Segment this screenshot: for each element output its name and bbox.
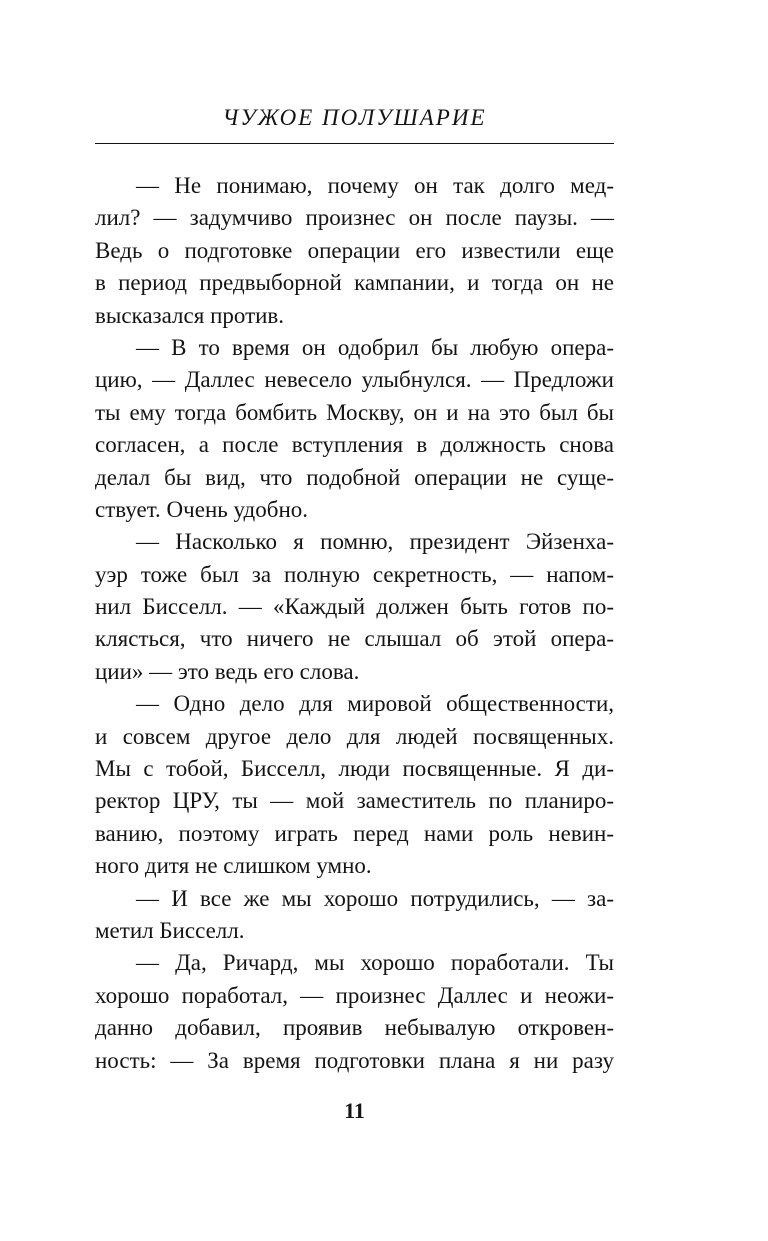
header-rule bbox=[95, 143, 614, 144]
text-line: — Одно дело для мировой общественности, bbox=[136, 691, 614, 717]
text-line: нил Бисселл. — «Каждый должен быть готов по- bbox=[95, 594, 614, 620]
text-line: — В то время он одобрил бы любую опера- bbox=[136, 334, 614, 360]
body-text bbox=[95, 170, 614, 1077]
text-line: данно добавил, проявив небывалую откровен- bbox=[95, 1015, 614, 1041]
text-line: ректор ЦРУ, ты — мой заместитель по планиро- bbox=[95, 788, 614, 814]
paragraph bbox=[95, 526, 614, 688]
text-line: — Насколько я помню, президент Эйзенха- bbox=[136, 529, 614, 555]
text-line: ного дитя не слишком умно. bbox=[95, 853, 372, 879]
text-line: ность: — За время подготовки плана я ни разу bbox=[95, 1047, 614, 1073]
text-line: уэр тоже был за полную секретность, — напом- bbox=[95, 561, 614, 587]
text-line: метил Бисселл. bbox=[95, 917, 245, 943]
text-line: делал бы вид, что подобной операции не суще- bbox=[95, 464, 614, 490]
paragraph bbox=[95, 947, 614, 1077]
text-line: согласен, а после вступления в должность снова bbox=[95, 432, 614, 458]
text-line: клясться, что ничего не слышал об этой опера- bbox=[95, 626, 614, 652]
text-line: ванию, поэтому играть перед нами роль невин- bbox=[95, 820, 614, 846]
paragraph bbox=[95, 883, 614, 948]
text-line: хорошо поработал, — произнес Даллес и неожи- bbox=[95, 982, 614, 1008]
text-line: — Не понимаю, почему он так долго мед- bbox=[136, 173, 614, 198]
text-line: лил? — задумчиво произнес он после паузы. — bbox=[95, 205, 614, 231]
running-head: ЧУЖОЕ ПОЛУШАРИЕ bbox=[222, 105, 487, 130]
text-line: — Да, Ричард, мы хорошо поработали. Ты bbox=[136, 950, 614, 976]
paragraph bbox=[95, 332, 614, 526]
text-line: цию, — Даллес невесело улыбнулся. — Предложи bbox=[95, 367, 614, 393]
text-line: высказался против. bbox=[95, 302, 285, 328]
text-line: Мы с тобой, Бисселл, люди посвященные. Я ди- bbox=[95, 756, 614, 782]
text-line: — И все же мы хорошо потрудились, — за- bbox=[136, 885, 614, 911]
text-line: и совсем другое дело для людей посвященных. bbox=[95, 723, 614, 749]
text-line: Ведь о подготовке операции его известили еще bbox=[95, 237, 614, 263]
text-line: ции» — это ведь его слова. bbox=[95, 658, 360, 684]
text-line: ты ему тогда бомбить Москву, он и на это был бы bbox=[95, 399, 614, 425]
page-number: 11 bbox=[344, 1098, 365, 1123]
paragraph bbox=[95, 170, 614, 332]
text-line: ствует. Очень удобно. bbox=[95, 496, 309, 522]
text-line: в период предвыборной кампании, и тогда он не bbox=[95, 270, 614, 296]
paragraph bbox=[95, 688, 614, 882]
